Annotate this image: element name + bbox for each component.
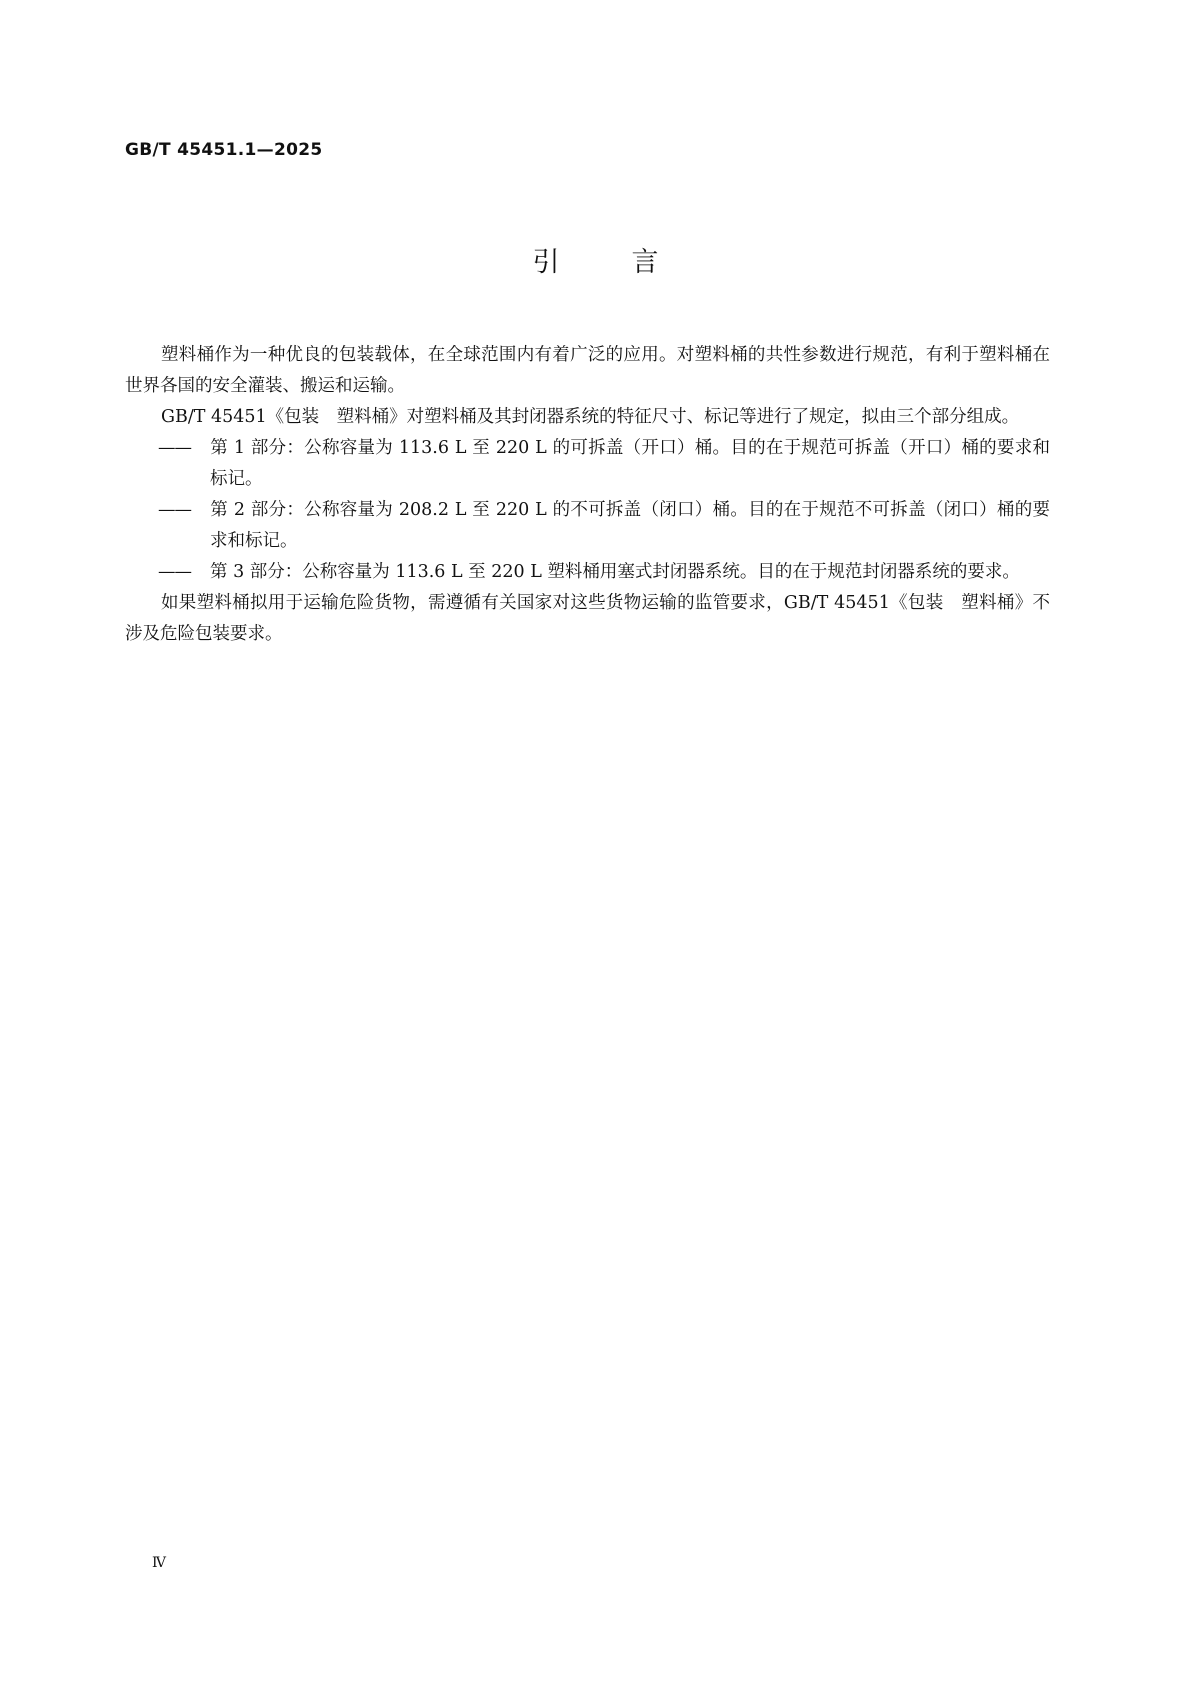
body-text (125, 340, 1050, 650)
document-code: GB/T 45451.1—2025 (125, 140, 323, 160)
list-item-text: 第 1 部分：公称容量为 113.6 L 至 220 L 的可拆盖（开口）桶。目的在于规范可拆盖（开口）桶的要求和标记。 (210, 438, 1050, 489)
dash-marker: —— (158, 500, 191, 520)
paragraph-parts: GB/T 45451《包装 塑料桶》对塑料桶及其封闭器系统的特征尺寸、标记等进行了规定，拟由三个部分组成。 (161, 407, 1020, 427)
page-title: 引言 (532, 247, 731, 278)
page-number: Ⅳ (152, 1555, 166, 1571)
list-item-text: 第 2 部分：公称容量为 208.2 L 至 220 L 的不可拆盖（闭口）桶。目的在于规范不可拆盖（闭口）桶的要求和标记。 (210, 500, 1050, 551)
paragraph-closing: 如果塑料桶拟用于运输危险货物，需遵循有关国家对这些货物运输的监管要求，GB/T 45451《包装 塑料桶》不涉及危险包装要求。 (125, 593, 1050, 644)
dash-marker: —— (158, 438, 191, 458)
list-item-part-3 (125, 557, 1050, 588)
list-item-part-1 (125, 433, 1050, 495)
list-item-part-2 (125, 495, 1050, 557)
dash-marker: —— (158, 562, 191, 582)
paragraph-intro: 塑料桶作为一种优良的包装载体，在全球范围内有着广泛的应用。对塑料桶的共性参数进行规范，有利于塑料桶在世界各国的安全灌装、搬运和运输。 (125, 345, 1050, 396)
list-item-text: 第 3 部分：公称容量为 113.6 L 至 220 L 塑料桶用塞式封闭器系统。目的在于规范封闭器系统的要求。 (210, 562, 1020, 582)
